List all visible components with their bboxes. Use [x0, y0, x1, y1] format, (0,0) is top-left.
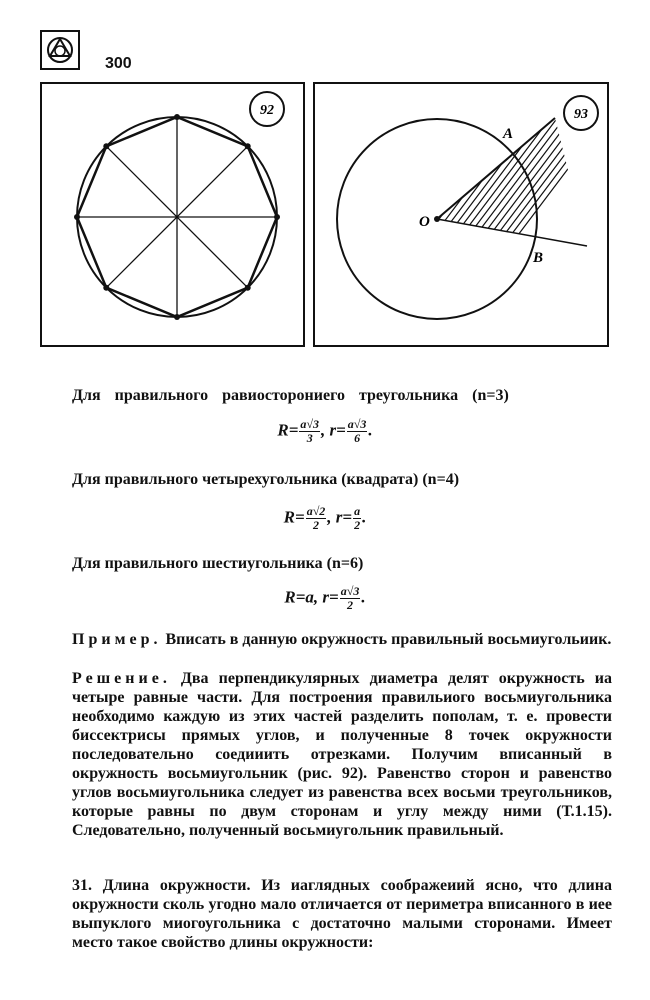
vertex-point — [274, 214, 280, 220]
hatch-line — [315, 84, 506, 349]
denominator: 3 — [306, 431, 313, 445]
triangle-circle-logo-icon — [42, 32, 78, 68]
hatch-line — [315, 84, 352, 349]
vertex-point — [103, 285, 109, 291]
hexagon-formula — [0, 585, 650, 612]
hexagon-intro: Для правильного шестиугольника (n=6) — [72, 555, 364, 572]
figure-92 — [40, 82, 305, 347]
triangle-intro: Для правильного равиосторониего треугольника (n=3) — [72, 387, 509, 404]
hatch-line — [315, 84, 478, 349]
hatch-line — [315, 84, 380, 349]
octagon-diagram — [42, 84, 307, 349]
hatch-line — [315, 84, 401, 349]
center-point — [434, 216, 440, 222]
vertex-point — [103, 143, 109, 149]
sector-diagram — [315, 84, 611, 349]
vertex-point — [245, 285, 251, 291]
point-a-label: A — [503, 126, 514, 142]
numerator: a√2 — [306, 504, 326, 518]
hatch-line — [315, 84, 324, 349]
denominator: 2 — [354, 518, 361, 532]
hatch-line — [315, 84, 436, 349]
hatch-line — [432, 84, 611, 349]
hatch-line — [383, 84, 583, 349]
formula-part: R= — [283, 507, 305, 527]
hatch-line — [315, 84, 415, 349]
figure-93 — [313, 82, 609, 347]
formula-part: , r= — [327, 507, 353, 527]
vertex-point — [174, 314, 180, 320]
hatch-line — [315, 84, 387, 349]
solution-label: Решение. — [72, 670, 171, 687]
numerator: a — [354, 504, 361, 518]
example-paragraph — [72, 630, 612, 649]
section-title: 31. Длина окружности. — [72, 877, 251, 894]
vertex-point — [74, 214, 80, 220]
solution-text: Два перпендикулярных диаметра делят окружность иа четыре равные части. Для построения правильиого восьмиугольника необходимо каждую из этих частей разделить пополам, т. е. провести биссектрисы прямых углов, и полученные 8 точек окружности последовательно соедииить отрезками. Получим вписанный в окружность восьмиугольник (рис. 92). Равенство сторон и равенство углов восьмиугольника следует из равенства всех восьми треугольников, которые равны по двум сторонам и углу между ними (Т.1.15). Следовательно, полученный восьмиугольник правильный. — [72, 670, 612, 839]
formula-part: . — [361, 587, 366, 607]
hatch-line — [315, 84, 429, 349]
chapter-logo — [40, 30, 80, 70]
hatch-line — [315, 84, 338, 349]
hatch-line — [315, 84, 485, 349]
numerator: a√3 — [347, 417, 367, 431]
numerator: a√3 — [300, 417, 319, 431]
point-b-label: B — [533, 250, 544, 266]
solution-paragraph — [72, 669, 612, 840]
denominator: 2 — [347, 598, 354, 612]
fraction — [353, 505, 361, 532]
numerator: a√3 — [340, 584, 360, 598]
vertex-point — [245, 143, 251, 149]
hatch-line — [315, 84, 345, 349]
formula-part: R= — [277, 420, 299, 440]
formula-part: . — [368, 420, 373, 440]
hatch-line — [315, 84, 373, 349]
triangle-formula — [0, 418, 650, 445]
hatch-line — [315, 84, 394, 349]
vertex-point — [174, 114, 180, 120]
page-number: 300 — [105, 55, 132, 72]
square-intro: Для правильного четырехугольника (квадрата) (n=4) — [72, 471, 460, 488]
figure-label: 92 — [260, 103, 274, 118]
square-formula — [0, 505, 650, 532]
fraction — [347, 418, 368, 445]
denominator: 6 — [354, 431, 361, 445]
formula-part: R=a, r= — [284, 587, 339, 607]
fraction — [299, 418, 320, 445]
example-text: Вписать в данную окружность правильный восьмиугольиик. — [165, 631, 612, 648]
hatch-line — [315, 84, 331, 349]
section-text: Из иаглядных соображеиий ясно, что длина окружности сколь угодно мало отличается от периметра вписанного в иее выпуклого миогоугольника с достаточно малыми сторонами. Имеет место такое свойство длины окружности: — [72, 877, 612, 951]
ray-oa — [437, 118, 555, 219]
denominator: 2 — [312, 518, 319, 532]
formula-part: , r= — [320, 420, 346, 440]
hatch-line — [315, 84, 366, 349]
hatch-line — [315, 84, 317, 349]
fraction — [340, 585, 361, 612]
fraction — [306, 505, 327, 532]
hatch-line — [404, 84, 604, 349]
figure-label: 93 — [574, 107, 588, 122]
formula-part: . — [362, 507, 367, 527]
example-label: Пример. — [72, 631, 162, 648]
hatch-line — [418, 84, 611, 349]
ray-ob — [437, 219, 587, 246]
section-31-paragraph — [72, 876, 612, 952]
point-o-label: O — [419, 214, 430, 230]
